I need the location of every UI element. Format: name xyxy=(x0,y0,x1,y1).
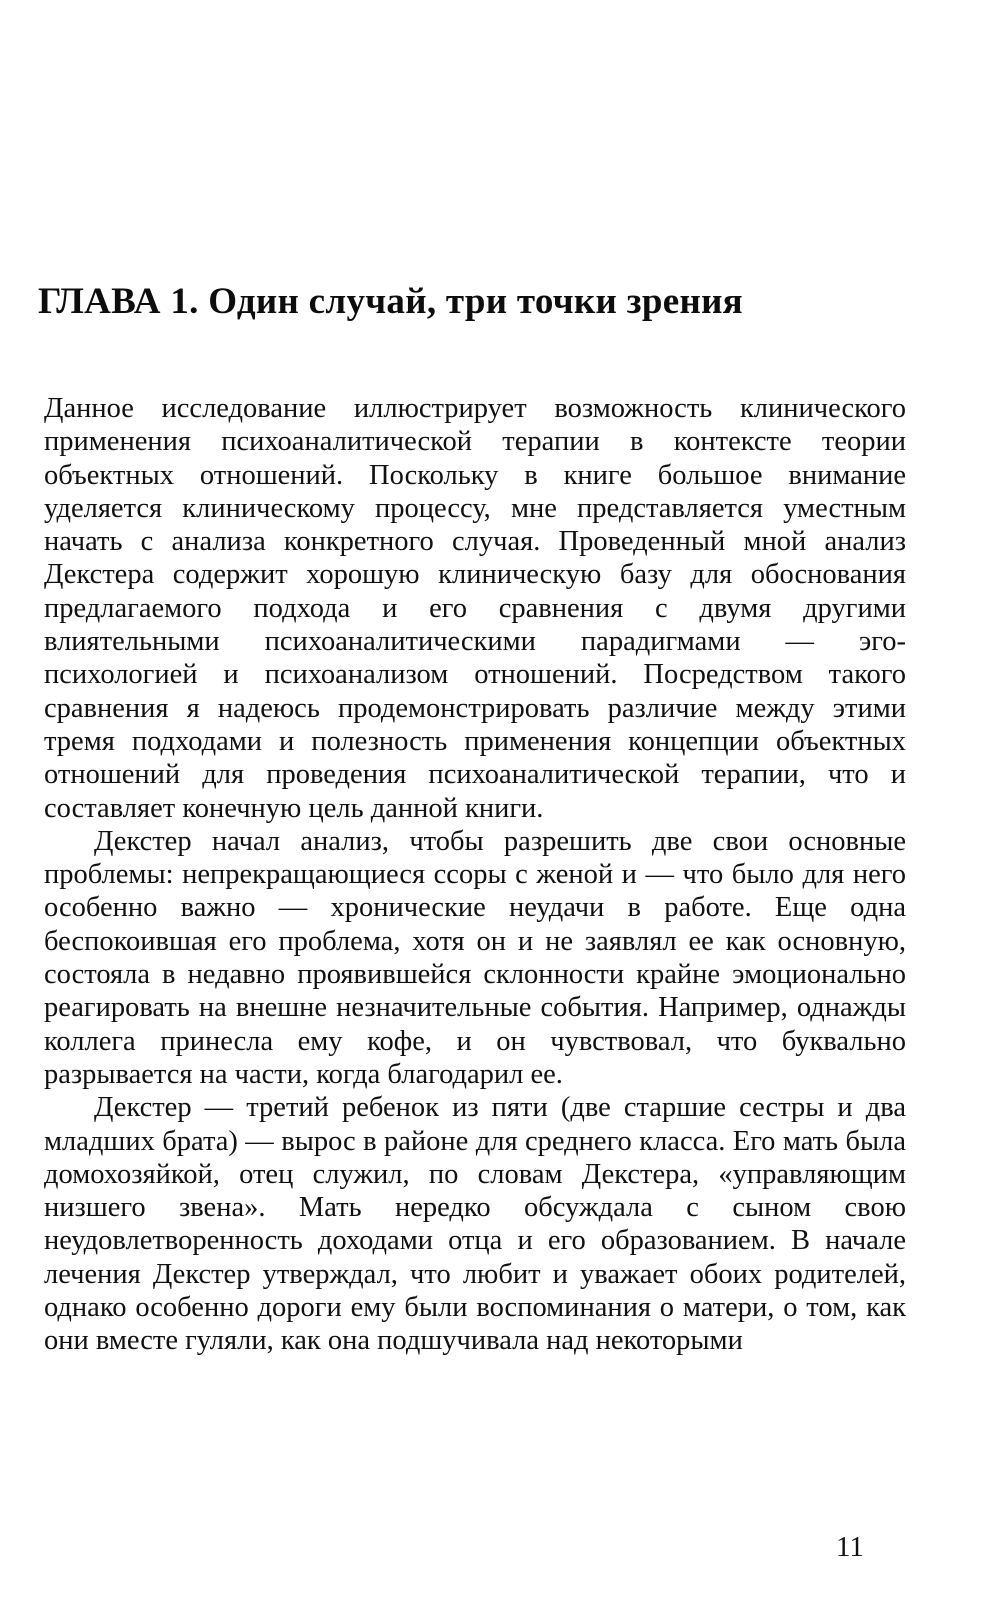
page-number: 11 xyxy=(836,1531,864,1563)
paragraph-1: Данное исследование иллюстрирует возможность клинического применения психоаналитической терапии в контексте теории объектных отношений. Поскольку в книге большое внимание уделяется клиническому процессу, мне представляется уместным начать с анализа конкретного случая. Проведенный мной анализ Декстера содержит хорошую клиническую базу для обоснования предлагаемого подхода и его сравнения с двумя другими влиятельными психоаналитическими парадигмами — эго-психологией и психоанализом отношений. Посредством такого сравнения я надеюсь продемонстрировать различие между этими тремя подходами и полезность применения концепции объектных отношений для проведения психоаналитической терапии, что и составляет конечную цель данной книги. xyxy=(44,393,906,824)
chapter-title: ГЛАВА 1. Один случай, три точки зрения xyxy=(38,281,744,322)
body-text xyxy=(44,392,906,1358)
paragraph-3: Декстер — третий ребенок из пяти (две старшие сестры и два младших брата) — вырос в районе для среднего класса. Его мать была домохозяйкой, отец служил, по словам Декстера, «управляющим низшего звена». Мать нередко обсуждала с сыном свою неудовлетворенность доходами отца и его образованием. В начале лечения Декстер утверждал, что любит и уважает обоих родителей, однако особенно дороги ему были воспоминания о матери, о том, как они вместе гуляли, как она подшучивала над некоторыми xyxy=(44,1092,906,1357)
paragraph-2: Декстер начал анализ, чтобы разрешить две свои основные проблемы: непрекращающиеся ссоры с женой и — что было для него особенно важно — хронические неудачи в работе. Еще одна беспокоившая его проблема, хотя он и не заявлял ее как основную, состояла в недавно проявившейся склонности крайне эмоционально реагировать на внешне незначительные события. Например, однажды коллега принесла ему кофе, и он чувствовал, что буквально разрывается на части, когда благодарил ее. xyxy=(44,825,906,1090)
